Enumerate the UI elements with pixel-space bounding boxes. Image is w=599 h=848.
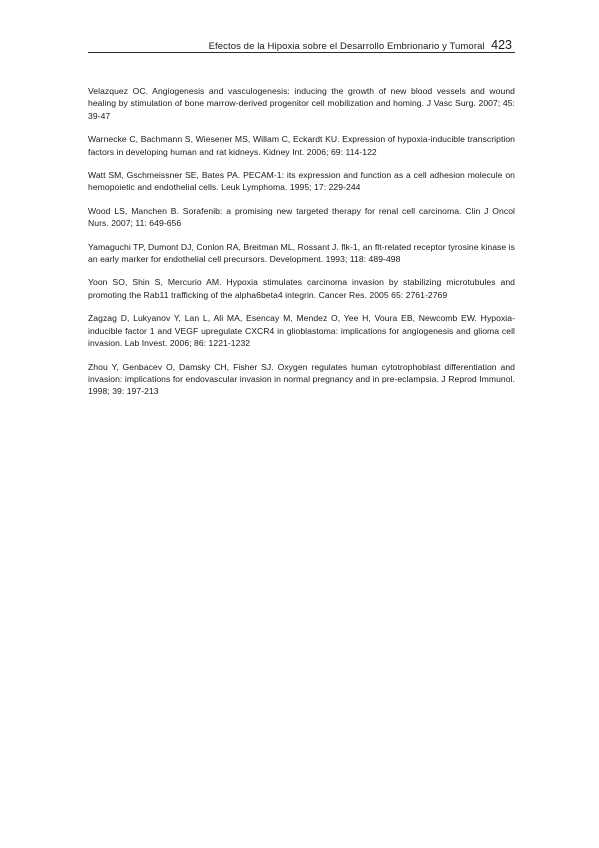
reference-entry: Yamaguchi TP, Dumont DJ, Conlon RA, Breitman ML, Rossant J. flk-1, an flt-related receptor tyrosine kinase is an early marker for endothelial cell precursors. Development. 1993; 118: 489-498 — [88, 241, 515, 265]
reference-entry: Wood LS, Manchen B. Sorafenib: a promising new targeted therapy for renal cell carcinoma. Clin J Oncol Nurs. 2007; 11: 649-656 — [88, 205, 515, 229]
header-rule — [88, 52, 515, 53]
reference-entry: Zhou Y, Genbacev O, Damsky CH, Fisher SJ. Oxygen regulates human cytotrophoblast differentiation and invasion: implications for endovascular invasion in normal pregnancy and in pre-eclampsia. J Reprod Immunol. 1998; 39: 197-213 — [88, 361, 515, 397]
reference-entry: Yoon SO, Shin S, Mercurio AM. Hypoxia stimulates carcinoma invasion by stabilizing microtubules and promoting the Rab11 trafficking of the alpha6beta4 integrin. Cancer Res. 2005 65: 2761-2769 — [88, 277, 515, 300]
reference-entry: Zagzag D, Lukyanov Y, Lan L, Ali MA, Esencay M, Mendez O, Yee H, Voura EB, Newcomb EW. Hypoxia-inducible factor 1 and VEGF upregulate CXCR4 in glioblastoma: implications for angiogenesis and glioma cell invasion. Lab Invest. 2006; 86: 1221-1232 — [88, 313, 515, 349]
reference-list — [88, 85, 515, 409]
page-number: 423 — [491, 38, 512, 52]
reference-entry: Warnecke C, Bachmann S, Wiesener MS, Willam C, Eckardt KU. Expression of hypoxia-inducible transcription factors in developing human and rat kidneys. Kidney Int. 2006; 69: 114-122 — [88, 134, 515, 157]
header-title: Efectos de la Hipoxia sobre el Desarrollo Embrionario y Tumoral — [208, 41, 485, 52]
reference-entry: Watt SM, Gschmeissner SE, Bates PA. PECAM-1: its expression and function as a cell adhesion molecule on hemopoietic and endothelial cells. Leuk Lymphoma. 1995; 17: 229-244 — [88, 170, 515, 193]
reference-entry: Velazquez OC. Angiogenesis and vasculogenesis: inducing the growth of new blood vessels and wound healing by stimulation of bone marrow-derived progenitor cell mobilization and homing. J Vasc Surg. 2007; 45: 39-47 — [88, 86, 515, 121]
